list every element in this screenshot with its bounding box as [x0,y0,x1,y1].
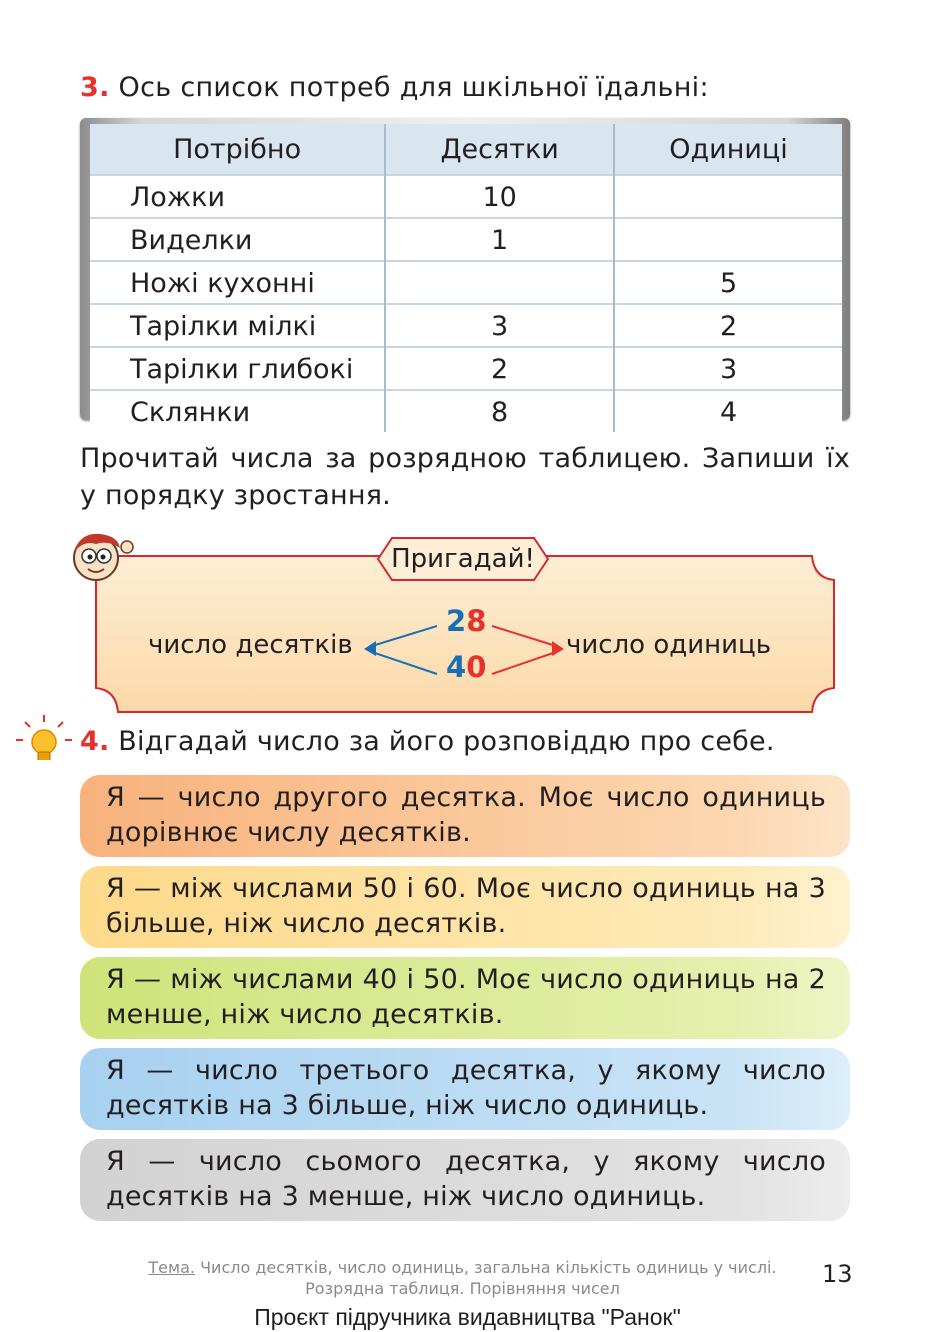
riddle-text: Я — число другого десятка. Моє число одиниць дорівнює числу десятків. [106,782,826,848]
row-ones: 2 [614,304,842,347]
riddle-text: Я — між числами 50 і 60. Моє число одиниць на 3 більше, ніж число десятків. [106,873,826,939]
ones-digit: 8 [466,604,487,638]
label-tens-count: число десятків [148,630,353,660]
row-item: Ножі кухонні [90,261,385,304]
row-ones: 4 [614,390,842,432]
riddle-card-2 [80,866,850,948]
row-item: Тарілки мілкі [90,304,385,347]
row-tens: 3 [385,304,614,347]
row-tens: 8 [385,390,614,432]
riddle-card-5 [80,1139,850,1221]
project-note: Проєкт підручника видавництва "Ранок" [254,1304,681,1330]
riddle-card-1 [80,775,850,857]
remember-title: Пригадай! [391,544,535,574]
riddle-text: Я — число сьомого десятка, у якому число десятків на 3 менше, ніж число одиниць. [106,1146,826,1212]
task3-text: Ось список потреб для шкільної їдальні: [118,72,709,103]
tens-digit: 2 [446,604,467,638]
tens-digit: 4 [446,650,467,684]
row-tens: 2 [385,347,614,390]
ones-digit: 0 [466,650,487,684]
label-ones-count: число одиниць [566,630,772,660]
page-number: 13 [822,1260,853,1288]
riddle-text: Я — між числами 40 і 50. Моє число одиниць на 2 менше, ніж число десятків. [106,964,826,1030]
row-ones: 3 [614,347,842,390]
footer-theme [140,1257,785,1299]
header-ones: Одиниці [614,124,842,175]
riddle-card-3 [80,957,850,1039]
task4-heading [80,726,775,757]
theme-label: Тема. [148,1258,195,1277]
riddle-text: Я — число третього десятка, у якому число десятків на 3 більше, ніж число одиниць. [106,1055,826,1121]
task4-number: 4. [80,726,110,757]
task3-instruction: Прочитай числа за розрядною таблицею. Запиши їх у порядку зростання. [80,443,850,511]
row-ones: 5 [614,261,842,304]
header-tens: Десятки [385,124,614,175]
row-item: Ложки [90,175,385,218]
theme-text: Число десятків, число одиниць, загальна кількість одиниць у числі. Розрядна таблиця. Порівняння чисел [200,1258,777,1298]
row-tens: 10 [385,175,614,218]
header-needed: Потрібно [90,124,385,175]
row-item: Склянки [90,390,385,432]
row-item: Тарілки глибокі [90,347,385,390]
task3-number: 3. [80,72,110,103]
example-number-28 [446,604,486,638]
row-item: Виделки [90,218,385,261]
example-number-40 [446,650,486,684]
lightbulb-icon [16,715,72,760]
row-tens: 1 [385,218,614,261]
task4-text: Відгадай число за його розповіддю про себе. [118,726,775,757]
riddle-card-4 [80,1048,850,1130]
